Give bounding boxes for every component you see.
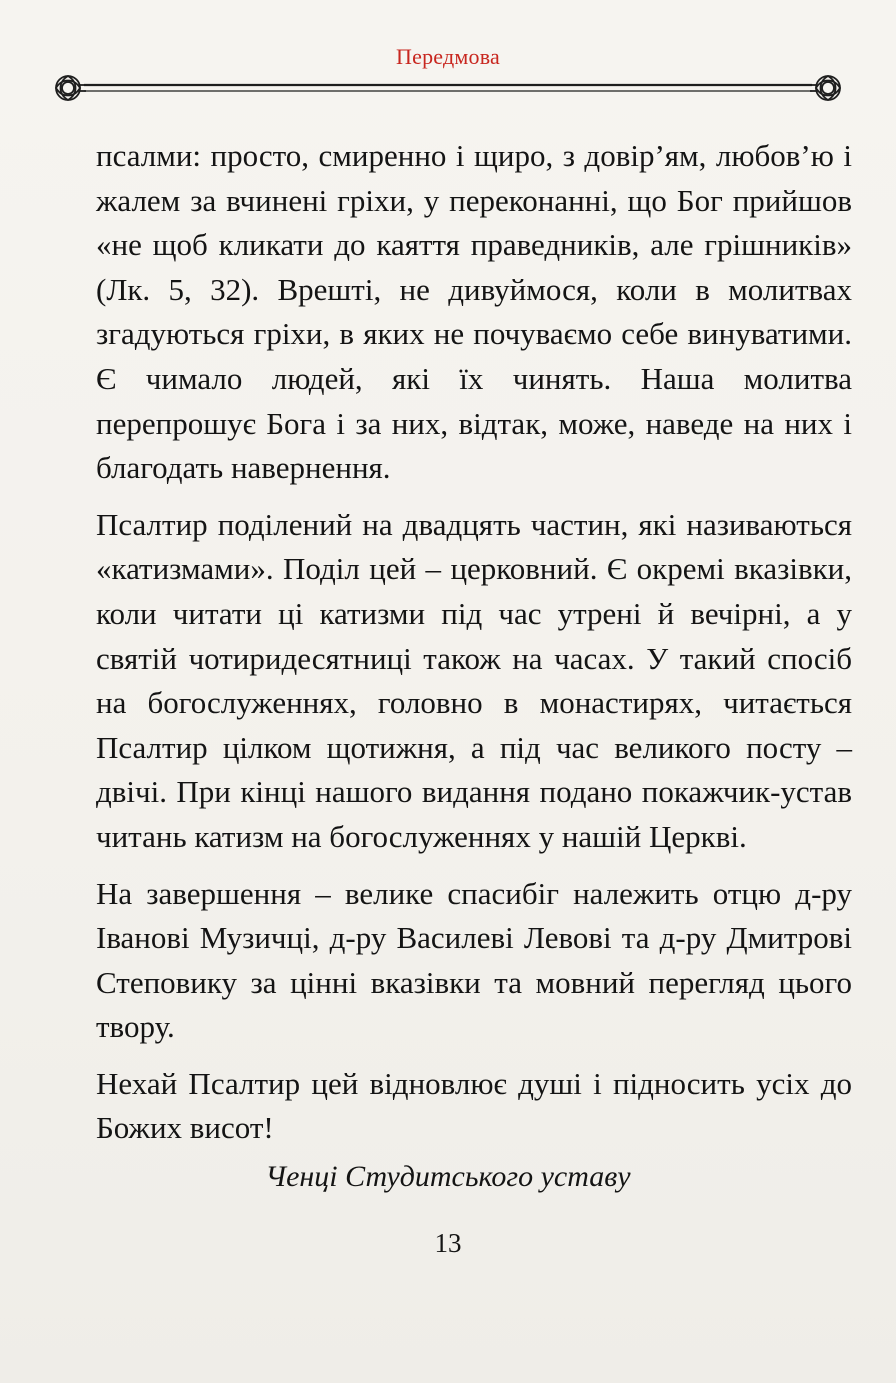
paragraph-3: На завершення – велике спасибіг належить отцю д-ру Іванові Музичці, д-ру Василеві Левові та д-ру Дмитрові Степовику за цінні вказівки та мовний перегляд цього твору. — [96, 875, 852, 1045]
header-ornamental-rule — [48, 66, 848, 110]
signature: Ченці Студитського уставу — [265, 1160, 631, 1193]
right-ornament-icon — [810, 76, 840, 100]
paragraph-4: Нехай Псалтир цей відновлює душі і підносить усіх до Божих висот! — [96, 1065, 852, 1146]
running-header-title: Передмова — [396, 44, 500, 69]
left-ornament-icon — [56, 76, 86, 100]
paragraph-2: Псалтир поділений на двадцять частин, які називаються «катизмами». Поділ цей – церковний. Є окремі вказівки, коли читати ці катизми під час утрені й вечірні, а у святій чотиридесятниці також на часах. У такий спосіб на богослуженнях, головно в монастирях, читається Псалтир цілком щотижня, а під час великого посту – двічі. При кінці нашого видання подано покажчик-устав читань катизм на богослуженнях у нашій Церкві. — [96, 506, 852, 854]
page-number: 13 — [434, 1228, 462, 1258]
paragraph-1: псалми: просто, смиренно і щиро, з довір’ям, любов’ю і жалем за вчинені гріхи, у переконанні, що Бог прийшов «не щоб кликати до каяття праведників, але грішників» (Лк. 5, 32). Врешті, не дивуймося, коли в молитвах згадуються гріхи, в яких не почуваємо себе винуватими. Є чимало людей, які їх чинять. Наша молитва перепрошує Бога і за них, відтак, може, наведе на них і благодать навернення. — [96, 138, 852, 486]
main-text — [96, 134, 852, 1151]
